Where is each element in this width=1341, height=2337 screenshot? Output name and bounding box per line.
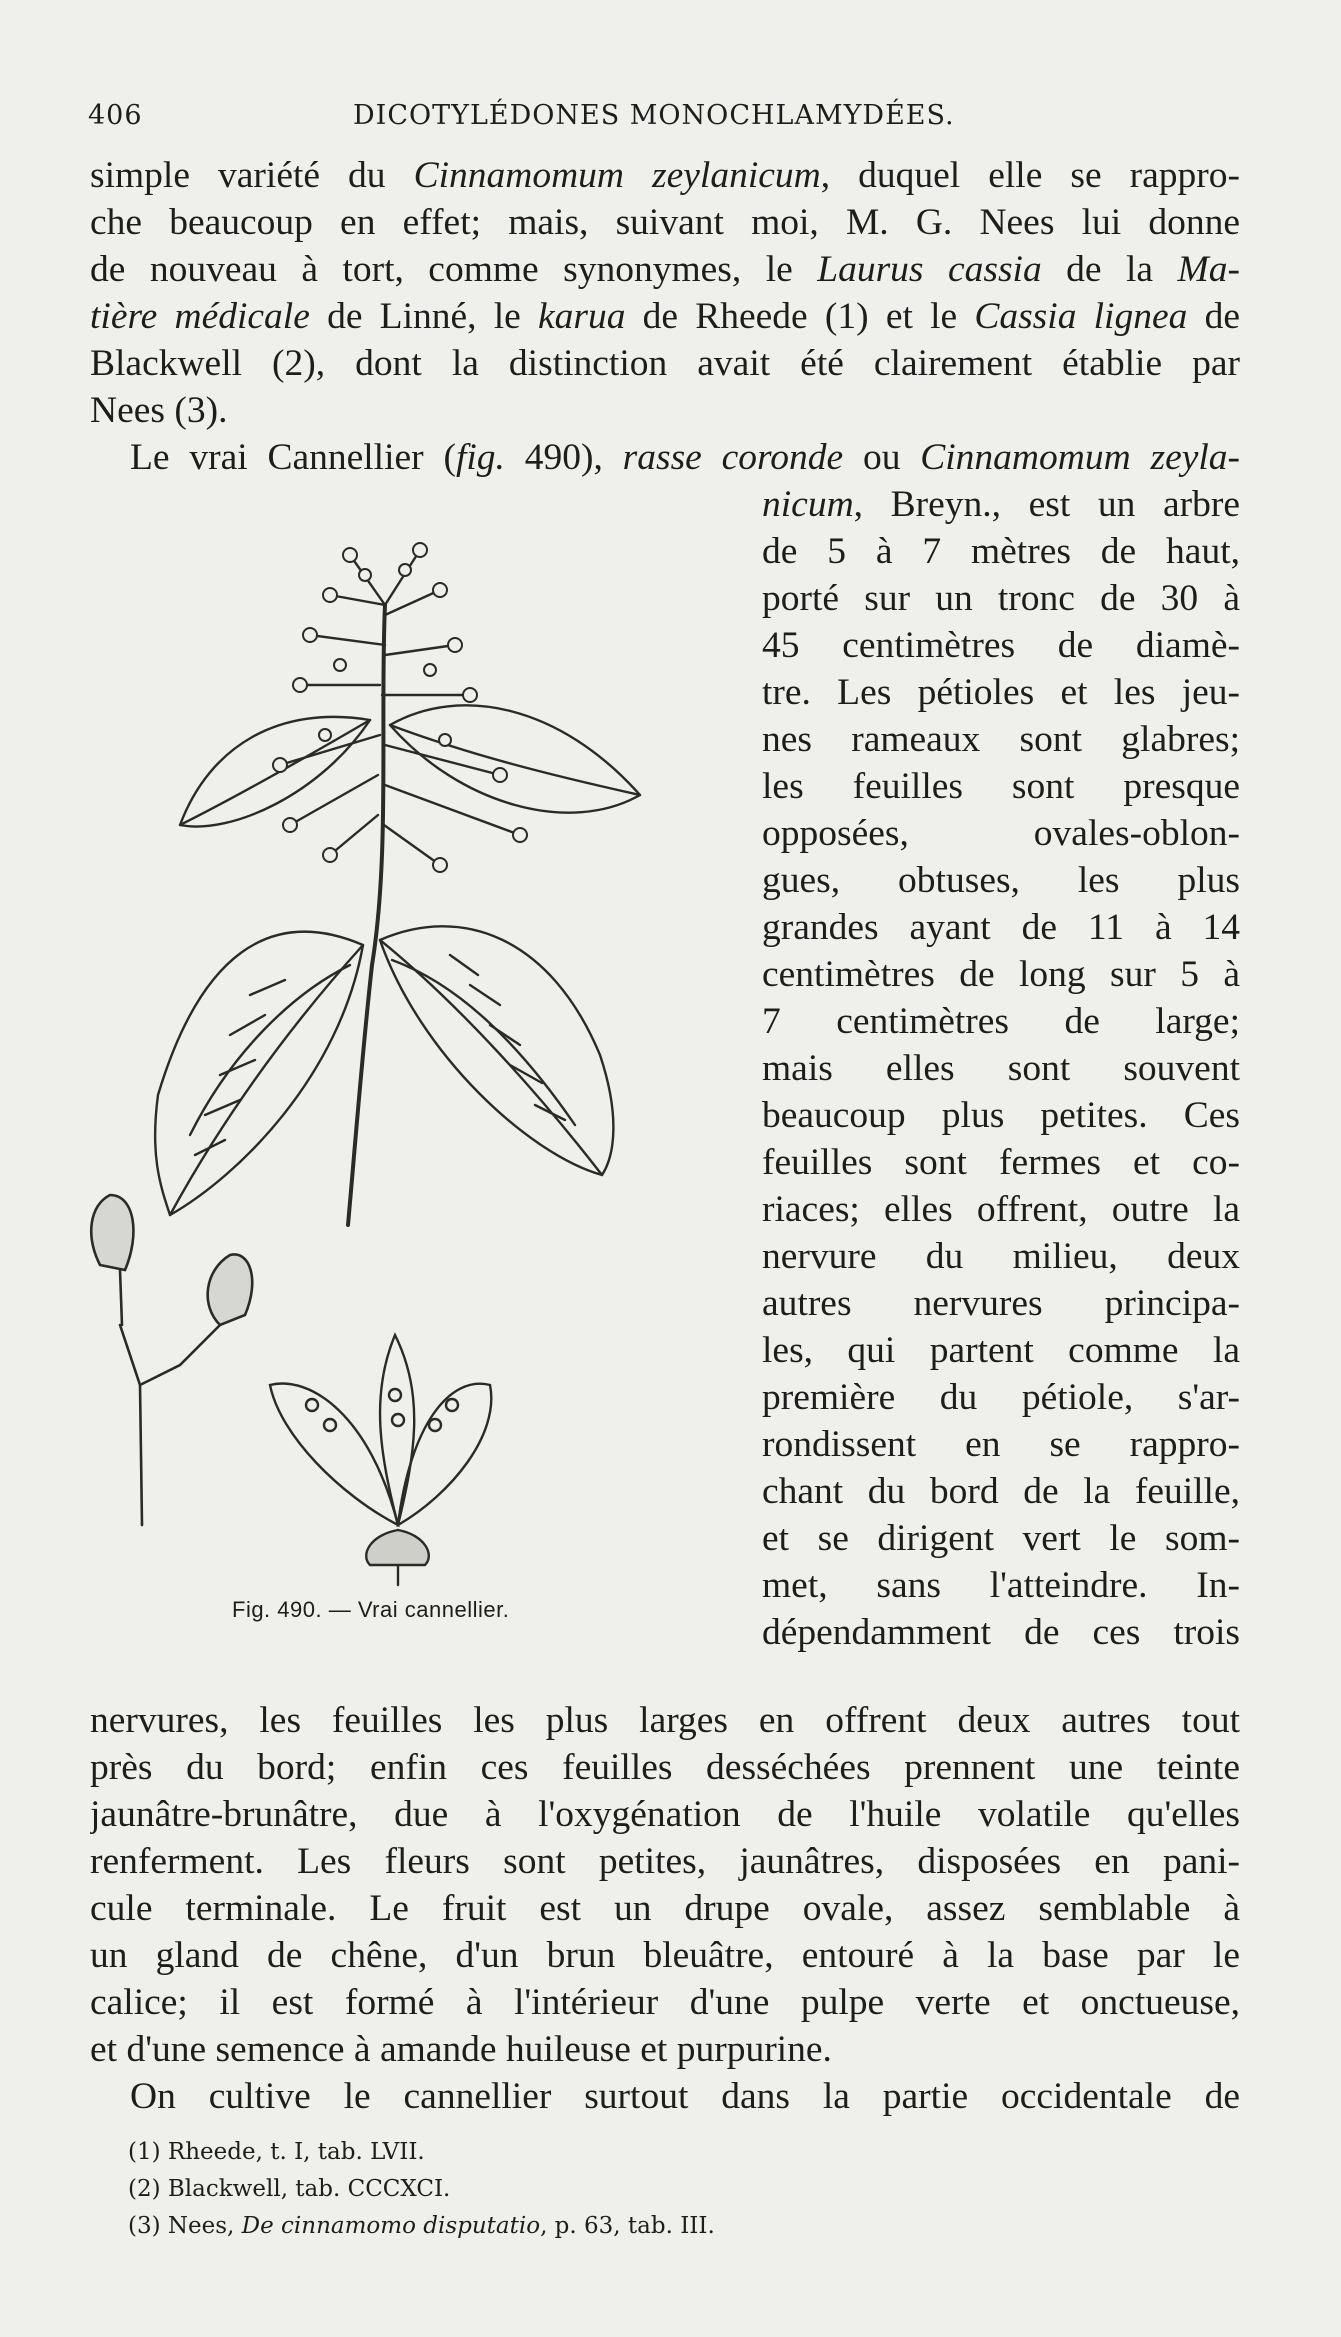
- side-lines-line: nervure du milieu, deux: [762, 1236, 1240, 1277]
- side-lines-line: les, qui partent comme la: [762, 1330, 1240, 1371]
- footnote-1: (1) Rheede, t. I, tab. LVII.: [128, 2139, 425, 2165]
- bottom-lines-line: et d'une semence à amande huileuse et purpurine.: [90, 2029, 832, 2070]
- bottom-lines-line: calice; il est formé à l'intérieur d'une pulpe verte et onctueuse,: [90, 1982, 1240, 2023]
- running-title: DICOTYLÉDONES MONOCHLAMYDÉES.: [353, 100, 955, 131]
- side-lines-line: opposées, ovales-oblon-: [762, 813, 1240, 854]
- bottom-lines-line: nervures, les feuilles les plus larges en offrent deux autres tout: [90, 1700, 1240, 1741]
- bottom-lines-line: On cultive le cannellier surtout dans la partie occidentale de: [130, 2076, 1240, 2117]
- side-lines-line: met, sans l'atteindre. In-: [762, 1565, 1240, 1606]
- figure-cinnamon-illustration: [80, 535, 740, 1635]
- bottom-lines-line: cule terminale. Le fruit est un drupe ovale, assez semblable à: [90, 1888, 1240, 1929]
- top-lines-line: Blackwell (2), dont la distinction avait été clairement établie par: [90, 343, 1240, 384]
- bottom-lines-line: renferment. Les fleurs sont petites, jaunâtres, disposées en pani-: [90, 1841, 1240, 1882]
- footnote-2: (2) Blackwell, tab. CCCXCI.: [128, 2176, 451, 2202]
- side-lines-line: nicum, Breyn., est un arbre: [762, 484, 1240, 525]
- text-block-side: [762, 481, 1240, 1656]
- side-lines-line: beaucoup plus petites. Ces: [762, 1095, 1240, 1136]
- bottom-lines-line: près du bord; enfin ces feuilles desséchées prennent une teinte: [90, 1747, 1240, 1788]
- cinnamon-engraving: [80, 535, 740, 1595]
- side-lines-line: grandes ayant de 11 à 14: [762, 907, 1240, 948]
- top-lines-line: Nees (3).: [90, 390, 228, 431]
- side-lines-line: 45 centimètres de diamè-: [762, 625, 1240, 666]
- top-lines-line: tière médicale de Linné, le karua de Rheede (1) et le Cassia lignea de: [90, 296, 1240, 337]
- bottom-lines-line: un gland de chêne, d'un brun bleuâtre, entouré à la base par le: [90, 1935, 1240, 1976]
- text-block-top: [90, 152, 1240, 481]
- side-lines-line: les feuilles sont presque: [762, 766, 1240, 807]
- footnote-3: (3) Nees, De cinnamomo disputatio, p. 63, tab. III.: [128, 2213, 715, 2239]
- side-lines-line: tre. Les pétioles et les jeu-: [762, 672, 1240, 713]
- side-lines-line: rondissent en se rappro-: [762, 1424, 1240, 1465]
- side-lines-line: riaces; elles offrent, outre la: [762, 1189, 1240, 1230]
- side-lines-line: autres nervures principa-: [762, 1283, 1240, 1324]
- footnotes: [128, 2134, 1128, 2245]
- side-lines-line: gues, obtuses, les plus: [762, 860, 1240, 901]
- side-lines-line: et se dirigent vert le som-: [762, 1518, 1240, 1559]
- top-lines-line: simple variété du Cinnamomum zeylanicum, duquel elle se rappro-: [90, 155, 1240, 196]
- running-head: [88, 100, 1271, 140]
- side-lines-line: de 5 à 7 mètres de haut,: [762, 531, 1240, 572]
- page-number: 406: [88, 100, 143, 131]
- side-lines-line: première du pétiole, s'ar-: [762, 1377, 1240, 1418]
- top-lines-line: de nouveau à tort, comme synonymes, le Laurus cassia de la Ma-: [90, 249, 1240, 290]
- side-lines-line: dépendamment de ces trois: [762, 1612, 1240, 1653]
- side-lines-line: chant du bord de la feuille,: [762, 1471, 1240, 1512]
- side-lines-line: mais elles sont souvent: [762, 1048, 1240, 1089]
- side-lines-line: nes rameaux sont glabres;: [762, 719, 1240, 760]
- top-lines-line: che beaucoup en effet; mais, suivant moi, M. G. Nees lui donne: [90, 202, 1240, 243]
- top-lines-line: Le vrai Cannellier (fig. 490), rasse coronde ou Cinnamomum zeyla-: [130, 437, 1240, 478]
- side-lines-line: porté sur un tronc de 30 à: [762, 578, 1240, 619]
- text-block-bottom: [90, 1697, 1240, 2120]
- side-lines-line: 7 centimètres de large;: [762, 1001, 1240, 1042]
- figure-caption: Fig. 490. — Vrai cannellier.: [232, 1597, 510, 1622]
- side-lines-line: feuilles sont fermes et co-: [762, 1142, 1240, 1183]
- bottom-lines-line: jaunâtre-brunâtre, due à l'oxygénation de l'huile volatile qu'elles: [90, 1794, 1240, 1835]
- side-lines-line: centimètres de long sur 5 à: [762, 954, 1240, 995]
